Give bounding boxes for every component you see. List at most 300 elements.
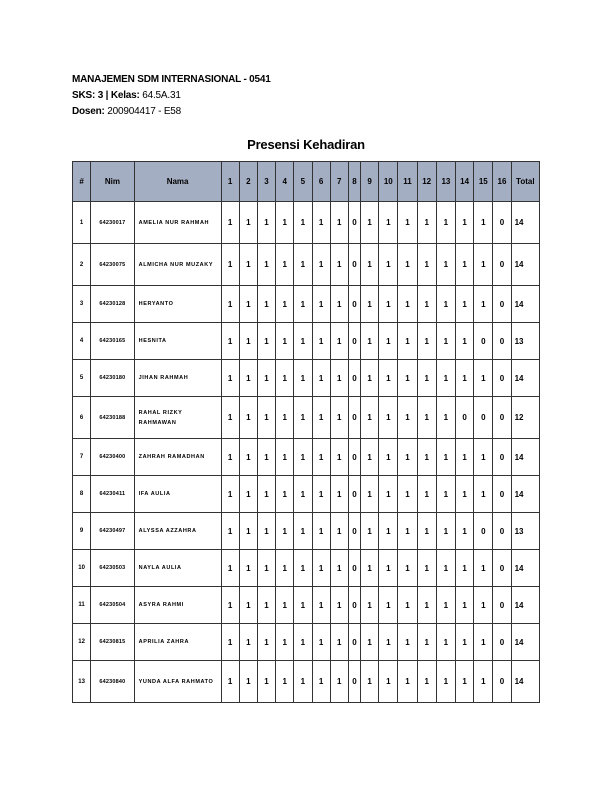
attendance-cell: 1	[456, 202, 474, 244]
attendance-cell: 1	[257, 550, 275, 587]
attendance-cell: 1	[294, 587, 312, 624]
attendance-cell: 1	[436, 439, 455, 476]
table-row	[73, 624, 540, 661]
attendance-cell: 1	[330, 202, 348, 244]
page-title: Presensi Kehadiran	[247, 137, 365, 152]
column-header: 16	[493, 162, 511, 202]
attendance-cell: 1	[379, 323, 398, 360]
column-header: 3	[257, 162, 275, 202]
column-header: 15	[474, 162, 493, 202]
attendance-cell: 1	[474, 476, 493, 513]
row-number-cell: 6	[73, 397, 91, 439]
attendance-cell: 0	[348, 323, 360, 360]
attendance-cell: 1	[257, 397, 275, 439]
attendance-cell: 1	[417, 360, 436, 397]
column-header: 8	[348, 162, 360, 202]
attendance-cell: 1	[361, 587, 379, 624]
attendance-cell: 1	[474, 550, 493, 587]
dosen-value: 200904417 - E58	[107, 106, 182, 117]
attendance-cell: 0	[493, 661, 511, 703]
attendance-cell: 1	[294, 661, 312, 703]
row-number-cell: 12	[73, 624, 91, 661]
column-header: 14	[456, 162, 474, 202]
attendance-cell: 0	[348, 587, 360, 624]
row-number-cell: 4	[73, 323, 91, 360]
attendance-cell: 1	[436, 323, 455, 360]
attendance-cell: 1	[330, 439, 348, 476]
attendance-cell: 1	[294, 202, 312, 244]
attendance-cell: 1	[379, 360, 398, 397]
attendance-cell: 1	[474, 661, 493, 703]
column-header: 7	[330, 162, 348, 202]
attendance-cell: 0	[456, 397, 474, 439]
table-row	[73, 323, 540, 360]
nim-cell: 64230180	[91, 360, 134, 397]
nama-cell: HESNITA	[134, 323, 221, 360]
attendance-cell: 0	[493, 513, 511, 550]
attendance-cell: 0	[493, 476, 511, 513]
nama-cell: ALMICHA NUR MUZAKY	[134, 244, 221, 286]
attendance-cell: 1	[330, 244, 348, 286]
attendance-cell: 1	[398, 513, 417, 550]
total-cell: 14	[511, 360, 539, 397]
attendance-cell: 1	[276, 513, 294, 550]
attendance-cell: 1	[398, 360, 417, 397]
column-header: 10	[379, 162, 398, 202]
attendance-cell: 1	[276, 439, 294, 476]
nama-cell: APRILIA ZAHRA	[134, 624, 221, 661]
attendance-cell: 1	[330, 513, 348, 550]
table-row	[73, 661, 540, 703]
attendance-cell: 0	[348, 513, 360, 550]
attendance-cell: 0	[493, 244, 511, 286]
attendance-cell: 1	[239, 476, 257, 513]
attendance-cell: 1	[398, 587, 417, 624]
attendance-cell: 0	[493, 550, 511, 587]
total-cell: 13	[511, 323, 539, 360]
attendance-cell: 1	[257, 624, 275, 661]
attendance-cell: 1	[239, 624, 257, 661]
attendance-cell: 1	[456, 476, 474, 513]
attendance-cell: 1	[474, 587, 493, 624]
course-line	[72, 72, 271, 88]
attendance-cell: 1	[276, 624, 294, 661]
nama-cell: JIHAN RAHMAH	[134, 360, 221, 397]
attendance-cell: 1	[379, 624, 398, 661]
dosen-label: Dosen:	[72, 106, 105, 117]
attendance-cell: 1	[436, 397, 455, 439]
row-number-cell: 11	[73, 587, 91, 624]
attendance-cell: 1	[379, 286, 398, 323]
attendance-cell: 1	[257, 202, 275, 244]
attendance-cell: 1	[456, 550, 474, 587]
attendance-cell: 1	[398, 550, 417, 587]
attendance-cell: 0	[348, 624, 360, 661]
attendance-cell: 1	[474, 202, 493, 244]
attendance-cell: 1	[239, 397, 257, 439]
attendance-cell: 0	[493, 202, 511, 244]
table-row	[73, 439, 540, 476]
attendance-cell: 1	[312, 513, 330, 550]
attendance-cell: 1	[361, 513, 379, 550]
attendance-cell: 1	[221, 550, 239, 587]
attendance-cell: 1	[398, 202, 417, 244]
nim-cell: 64230497	[91, 513, 134, 550]
attendance-cell: 1	[379, 476, 398, 513]
attendance-cell: 1	[361, 360, 379, 397]
attendance-cell: 1	[276, 360, 294, 397]
attendance-cell: 1	[221, 439, 239, 476]
attendance-cell: 1	[294, 323, 312, 360]
attendance-cell: 1	[436, 661, 455, 703]
dosen-line	[72, 104, 271, 120]
attendance-cell: 1	[417, 550, 436, 587]
kelas-value: 64.5A.31	[142, 90, 181, 101]
attendance-cell: 1	[221, 624, 239, 661]
attendance-cell: 0	[348, 360, 360, 397]
attendance-cell: 0	[474, 397, 493, 439]
table-header-row	[73, 162, 540, 202]
attendance-cell: 0	[348, 286, 360, 323]
attendance-cell: 0	[348, 397, 360, 439]
nama-cell: YUNDA ALFA RAHMATO	[134, 661, 221, 703]
row-number-cell: 5	[73, 360, 91, 397]
attendance-cell: 1	[361, 323, 379, 360]
attendance-cell: 1	[312, 397, 330, 439]
total-cell: 14	[511, 661, 539, 703]
nama-cell: HERYANTO	[134, 286, 221, 323]
attendance-cell: 0	[493, 323, 511, 360]
sks-kelas-line	[72, 88, 271, 104]
attendance-cell: 1	[294, 397, 312, 439]
column-header: 11	[398, 162, 417, 202]
attendance-cell: 1	[239, 202, 257, 244]
attendance-cell: 1	[456, 587, 474, 624]
attendance-cell: 1	[239, 513, 257, 550]
attendance-cell: 1	[294, 286, 312, 323]
table-row	[73, 244, 540, 286]
attendance-cell: 1	[330, 661, 348, 703]
attendance-cell: 1	[436, 476, 455, 513]
attendance-cell: 0	[348, 439, 360, 476]
attendance-cell: 1	[330, 587, 348, 624]
attendance-cell: 1	[379, 244, 398, 286]
attendance-cell: 1	[257, 513, 275, 550]
attendance-cell: 1	[312, 286, 330, 323]
table-row	[73, 476, 540, 513]
total-cell: 14	[511, 202, 539, 244]
attendance-cell: 1	[221, 286, 239, 323]
attendance-cell: 1	[239, 661, 257, 703]
column-header: 1	[221, 162, 239, 202]
column-header: 2	[239, 162, 257, 202]
attendance-cell: 1	[239, 360, 257, 397]
attendance-cell: 1	[436, 587, 455, 624]
nama-cell: ASYRA RAHMI	[134, 587, 221, 624]
nim-cell: 64230188	[91, 397, 134, 439]
attendance-cell: 1	[221, 244, 239, 286]
attendance-cell: 1	[330, 323, 348, 360]
attendance-cell: 1	[379, 587, 398, 624]
attendance-cell: 1	[361, 661, 379, 703]
attendance-cell: 1	[221, 476, 239, 513]
attendance-cell: 1	[294, 476, 312, 513]
attendance-cell: 1	[221, 323, 239, 360]
attendance-cell: 1	[456, 513, 474, 550]
nim-cell: 64230815	[91, 624, 134, 661]
attendance-cell: 1	[294, 624, 312, 661]
row-number-cell: 7	[73, 439, 91, 476]
attendance-cell: 1	[276, 323, 294, 360]
total-cell: 14	[511, 624, 539, 661]
column-header: Total	[511, 162, 539, 202]
attendance-cell: 1	[239, 587, 257, 624]
attendance-cell: 1	[456, 439, 474, 476]
row-number-cell: 10	[73, 550, 91, 587]
attendance-cell: 1	[398, 439, 417, 476]
nama-cell: NAYLA AULIA	[134, 550, 221, 587]
attendance-cell: 0	[474, 323, 493, 360]
total-cell: 13	[511, 513, 539, 550]
attendance-cell: 1	[398, 397, 417, 439]
row-number-cell: 3	[73, 286, 91, 323]
attendance-cell: 1	[361, 439, 379, 476]
attendance-cell: 1	[398, 286, 417, 323]
attendance-cell: 0	[493, 286, 511, 323]
attendance-cell: 1	[257, 661, 275, 703]
attendance-cell: 1	[436, 286, 455, 323]
total-cell: 14	[511, 286, 539, 323]
attendance-cell: 1	[456, 624, 474, 661]
nim-cell: 64230017	[91, 202, 134, 244]
table-row	[73, 550, 540, 587]
attendance-cell: 1	[312, 587, 330, 624]
nama-cell: RAHAL RIZKY RAHMAWAN	[134, 397, 221, 439]
attendance-cell: 1	[474, 286, 493, 323]
attendance-cell: 0	[493, 439, 511, 476]
attendance-cell: 1	[474, 624, 493, 661]
column-header: 13	[436, 162, 455, 202]
attendance-cell: 1	[436, 360, 455, 397]
attendance-cell: 1	[361, 397, 379, 439]
attendance-cell: 1	[417, 323, 436, 360]
attendance-cell: 1	[330, 360, 348, 397]
column-header: Nim	[91, 162, 134, 202]
attendance-cell: 1	[379, 397, 398, 439]
attendance-cell: 1	[221, 360, 239, 397]
nim-cell: 64230400	[91, 439, 134, 476]
attendance-cell: 1	[361, 624, 379, 661]
attendance-cell: 1	[239, 323, 257, 360]
attendance-cell: 1	[456, 244, 474, 286]
nim-cell: 64230503	[91, 550, 134, 587]
attendance-cell: 1	[436, 513, 455, 550]
attendance-cell: 1	[330, 624, 348, 661]
total-cell: 14	[511, 244, 539, 286]
attendance-cell: 1	[276, 587, 294, 624]
attendance-cell: 1	[456, 286, 474, 323]
column-header: Nama	[134, 162, 221, 202]
table-row	[73, 360, 540, 397]
table-row	[73, 397, 540, 439]
attendance-cell: 1	[221, 587, 239, 624]
table-row	[73, 513, 540, 550]
attendance-cell: 1	[379, 661, 398, 703]
total-cell: 14	[511, 476, 539, 513]
total-cell: 14	[511, 587, 539, 624]
attendance-table	[72, 161, 540, 703]
document-header	[72, 72, 271, 120]
table-body	[73, 202, 540, 703]
attendance-cell: 0	[348, 550, 360, 587]
attendance-cell: 0	[493, 360, 511, 397]
total-cell: 14	[511, 439, 539, 476]
attendance-cell: 1	[417, 476, 436, 513]
attendance-cell: 1	[221, 661, 239, 703]
attendance-cell: 1	[257, 360, 275, 397]
attendance-cell: 1	[379, 439, 398, 476]
attendance-cell: 1	[417, 202, 436, 244]
nama-cell: ZAHRAH RAMADHAN	[134, 439, 221, 476]
attendance-cell: 1	[398, 624, 417, 661]
column-header: #	[73, 162, 91, 202]
attendance-cell: 1	[379, 513, 398, 550]
attendance-cell: 1	[276, 550, 294, 587]
nim-cell: 64230075	[91, 244, 134, 286]
attendance-cell: 0	[493, 587, 511, 624]
attendance-cell: 1	[312, 323, 330, 360]
attendance-cell: 1	[257, 323, 275, 360]
course-name: MANAJEMEN SDM INTERNASIONAL - 0541	[72, 74, 271, 85]
column-header: 9	[361, 162, 379, 202]
attendance-cell: 1	[276, 244, 294, 286]
attendance-cell: 1	[257, 439, 275, 476]
attendance-cell: 1	[474, 439, 493, 476]
total-cell: 14	[511, 550, 539, 587]
attendance-cell: 0	[493, 397, 511, 439]
nim-cell: 64230840	[91, 661, 134, 703]
attendance-cell: 1	[294, 439, 312, 476]
row-number-cell: 13	[73, 661, 91, 703]
attendance-cell: 1	[276, 476, 294, 513]
attendance-cell: 1	[312, 244, 330, 286]
sks-value: 3	[97, 90, 104, 101]
attendance-cell: 1	[379, 550, 398, 587]
attendance-cell: 0	[348, 476, 360, 513]
attendance-cell: 1	[294, 360, 312, 397]
attendance-cell: 0	[348, 202, 360, 244]
attendance-cell: 1	[398, 244, 417, 286]
table-row	[73, 587, 540, 624]
attendance-cell: 1	[239, 550, 257, 587]
attendance-cell: 1	[474, 360, 493, 397]
attendance-cell: 0	[474, 513, 493, 550]
total-cell: 12	[511, 397, 539, 439]
nama-cell: IFA AULIA	[134, 476, 221, 513]
attendance-cell: 1	[221, 397, 239, 439]
attendance-cell: 1	[312, 476, 330, 513]
attendance-cell: 1	[456, 360, 474, 397]
attendance-cell: 1	[239, 244, 257, 286]
attendance-cell: 1	[294, 550, 312, 587]
attendance-cell: 1	[330, 286, 348, 323]
attendance-cell: 1	[312, 439, 330, 476]
attendance-cell: 1	[330, 476, 348, 513]
row-number-cell: 9	[73, 513, 91, 550]
attendance-cell: 1	[417, 286, 436, 323]
nim-cell: 64230411	[91, 476, 134, 513]
attendance-cell: 1	[294, 244, 312, 286]
attendance-cell: 1	[436, 550, 455, 587]
attendance-cell: 1	[436, 624, 455, 661]
attendance-cell: 1	[417, 624, 436, 661]
attendance-cell: 1	[398, 476, 417, 513]
attendance-cell: 1	[276, 202, 294, 244]
attendance-cell: 1	[294, 513, 312, 550]
attendance-cell: 1	[417, 244, 436, 286]
attendance-cell: 1	[257, 286, 275, 323]
attendance-cell: 1	[474, 244, 493, 286]
attendance-cell: 1	[239, 439, 257, 476]
table-row	[73, 286, 540, 323]
attendance-cell: 1	[436, 202, 455, 244]
table-row	[73, 202, 540, 244]
attendance-cell: 1	[398, 661, 417, 703]
nama-cell: AMELIA NUR RAHMAH	[134, 202, 221, 244]
attendance-cell: 1	[361, 202, 379, 244]
attendance-cell: 1	[436, 244, 455, 286]
column-header: 6	[312, 162, 330, 202]
attendance-cell: 1	[221, 202, 239, 244]
sks-label: SKS:	[72, 90, 96, 101]
attendance-cell: 1	[312, 661, 330, 703]
attendance-cell: 1	[276, 661, 294, 703]
attendance-cell: 1	[456, 323, 474, 360]
nama-cell: ALYSSA AZZAHRA	[134, 513, 221, 550]
attendance-cell: 1	[361, 476, 379, 513]
row-number-cell: 2	[73, 244, 91, 286]
nim-cell: 64230165	[91, 323, 134, 360]
attendance-cell: 1	[456, 661, 474, 703]
attendance-cell: 1	[257, 244, 275, 286]
row-number-cell: 1	[73, 202, 91, 244]
nim-cell: 64230128	[91, 286, 134, 323]
kelas-label: | Kelas:	[105, 90, 140, 101]
column-header: 5	[294, 162, 312, 202]
attendance-cell: 1	[417, 587, 436, 624]
attendance-cell: 1	[417, 397, 436, 439]
attendance-cell: 1	[239, 286, 257, 323]
row-number-cell: 8	[73, 476, 91, 513]
attendance-cell: 1	[330, 550, 348, 587]
attendance-cell: 1	[257, 476, 275, 513]
attendance-cell: 0	[348, 661, 360, 703]
attendance-cell: 1	[398, 323, 417, 360]
attendance-cell: 1	[221, 513, 239, 550]
attendance-cell: 1	[361, 244, 379, 286]
column-header: 4	[276, 162, 294, 202]
nim-cell: 64230504	[91, 587, 134, 624]
attendance-cell: 0	[348, 244, 360, 286]
attendance-cell: 1	[417, 513, 436, 550]
attendance-cell: 1	[417, 661, 436, 703]
column-header: 12	[417, 162, 436, 202]
attendance-cell: 1	[276, 397, 294, 439]
attendance-cell: 1	[257, 587, 275, 624]
attendance-cell: 0	[493, 624, 511, 661]
attendance-cell: 1	[312, 550, 330, 587]
attendance-cell: 1	[330, 397, 348, 439]
